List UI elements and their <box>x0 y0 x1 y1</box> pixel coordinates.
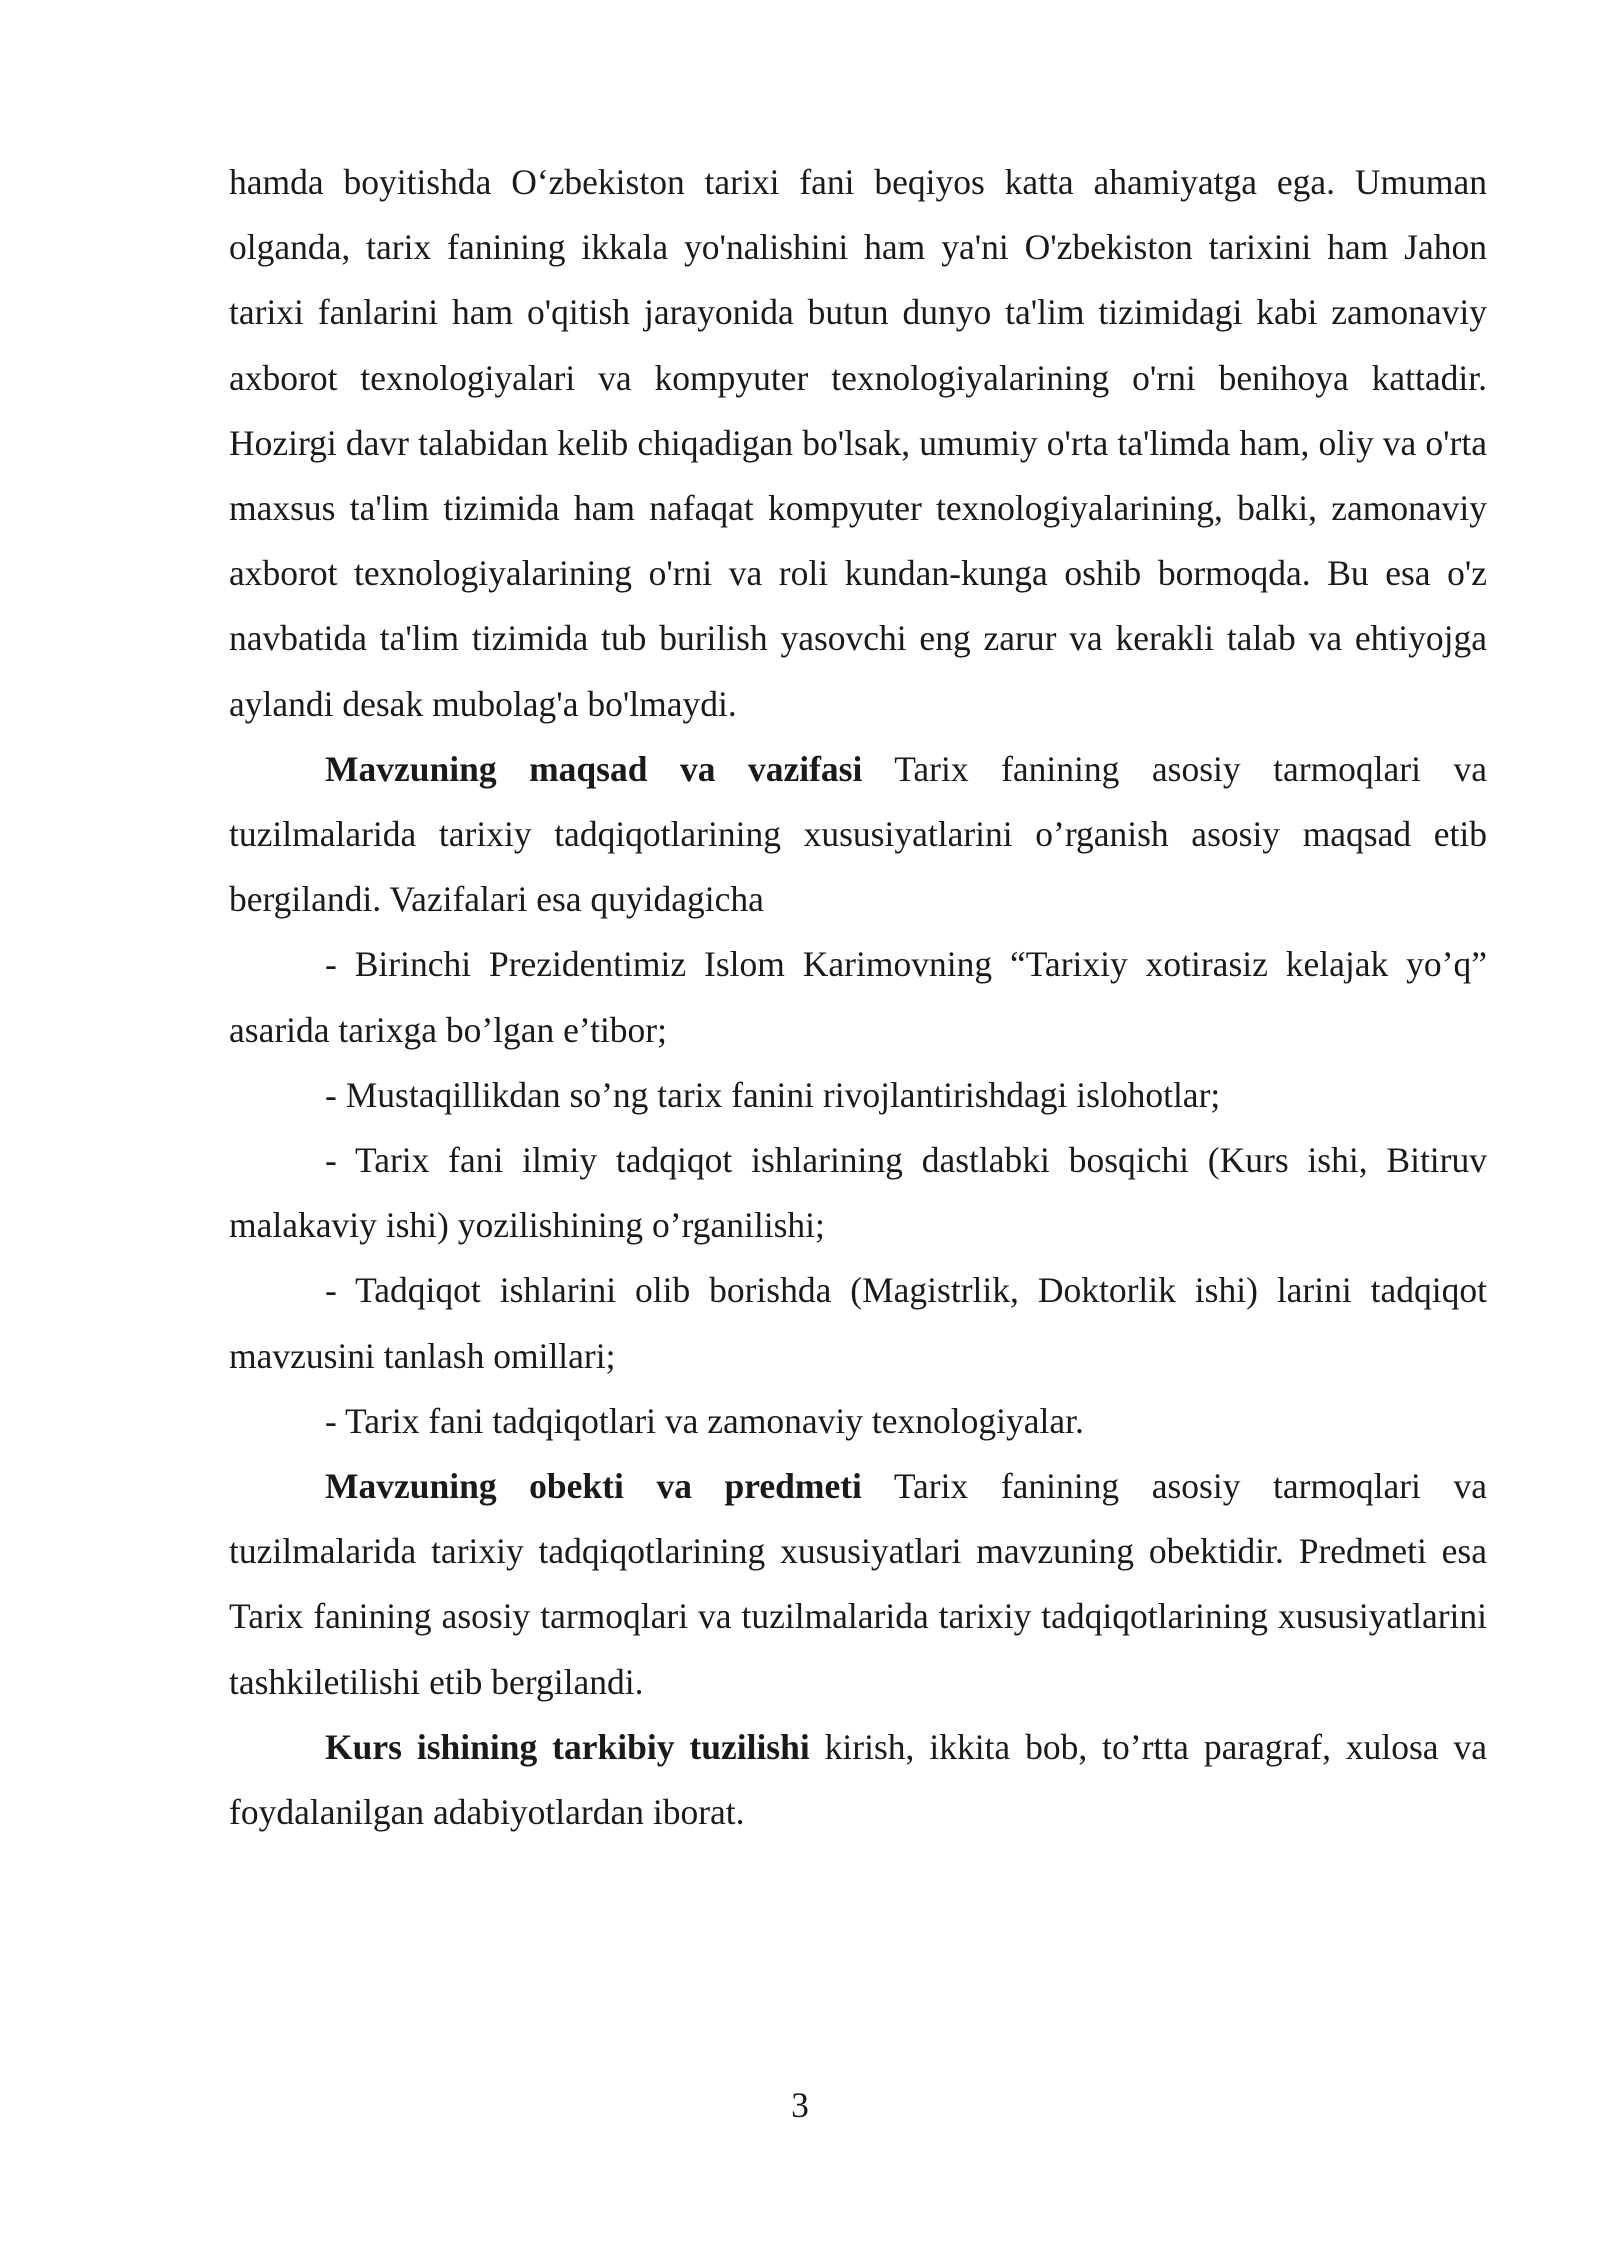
task-list-item <box>229 1128 1487 1258</box>
paragraph-object-and-subject <box>229 1454 1487 1715</box>
paragraph-heading: Kurs ishining tarkibiy tuzilishi <box>325 1726 810 1767</box>
paragraph-goal-and-tasks <box>229 737 1487 933</box>
task-list-item <box>229 932 1487 1062</box>
paragraph-text: Tarix fanining asosiy tarmoqlari va tuzilmalarida tarixiy tadqiqotlarining xususiyatlarini o’rganish asosiy maqsad etib bergilandi. Vazifalari esa quyidagicha <box>229 748 1487 920</box>
task-list-item <box>229 1258 1487 1388</box>
paragraph-text: Tarix fanining asosiy tarmoqlari va tuzilmalarida tarixiy tadqiqotlarining xususiyatlari mavzuning obektidir. Predmeti esa Tarix fanining asosiy tarmoqlari va tuzilmalarida tarixiy tadqiqotlarining xususiyatlarini tashkiletilishi etib bergilandi. <box>229 1466 1487 1702</box>
list-item-text: - Tarix fani ilmiy tadqiqot ishlarining dastlabki bosqichi (Kurs ishi, Bitiruv malakaviy ishi) yozilishining o’rganilishi; <box>229 1140 1487 1246</box>
list-item-text: - Birinchi Prezidentimiz Islom Karimovning “Tarixiy xotirasiz kelajak yo’q” asarida tarixga bo’lgan e’tibor; <box>229 944 1487 1050</box>
task-list-item <box>229 1389 1487 1454</box>
paragraph-heading: Mavzuning obekti va predmeti <box>325 1466 862 1507</box>
paragraph-heading: Mavzuning maqsad va vazifasi <box>325 748 863 789</box>
paragraph-structure <box>229 1715 1487 1845</box>
paragraph-text: kirish, ikkita bob, to’rtta paragraf, xulosa va foydalanilgan adabiyotlardan iborat. <box>229 1726 1488 1833</box>
paragraph-text: hamda boyitishda O‘zbekiston tarixi fani beqiyos katta ahamiyatga ega. Umuman olganda, tarix fanining ikkala yo'nalishini ham ya'ni O'zbekiston tarixini ham Jahon tarixi fanlarini ham o'qitish jarayonida butun dunyo ta'lim tizimidagi kabi zamonaviy axborot texnologiyalari va kompyuter texnologiyalarining o'rni benihoya kattadir. Hozirgi davr talabidan kelib chiqadigan bo'lsak, umumiy o'rta ta'limda ham, oliy va o'rta maxsus ta'lim tizimida ham nafaqat kompyuter texnologiyalarining, balki, zamonaviy axborot texnologiyalarining o'rni va roli kundan-kunga oshib bormoqda. Bu esa o'z navbatida ta'lim tizimida tub burilish yasovchi eng zarur va kerakli talab va ehtiyojga aylandi desak mubolag'a bo'lmaydi. <box>229 162 1487 724</box>
page-number: 3 <box>791 2085 809 2125</box>
list-item-text: - Tadqiqot ishlarini olib borishda (Magistrlik, Doktorlik ishi) larini tadqiqot mavzusini tanlash omillari; <box>229 1270 1487 1376</box>
task-list-item <box>229 1063 1487 1128</box>
paragraph-intro-continuation <box>229 150 1487 737</box>
list-item-text: - Mustaqillikdan so’ng tarix fanini rivojlantirishdagi islohotlar; <box>325 1074 1221 1115</box>
list-item-text: - Tarix fani tadqiqotlari va zamonaviy texnologiyalar. <box>325 1400 1084 1441</box>
body-text <box>229 150 1487 1845</box>
